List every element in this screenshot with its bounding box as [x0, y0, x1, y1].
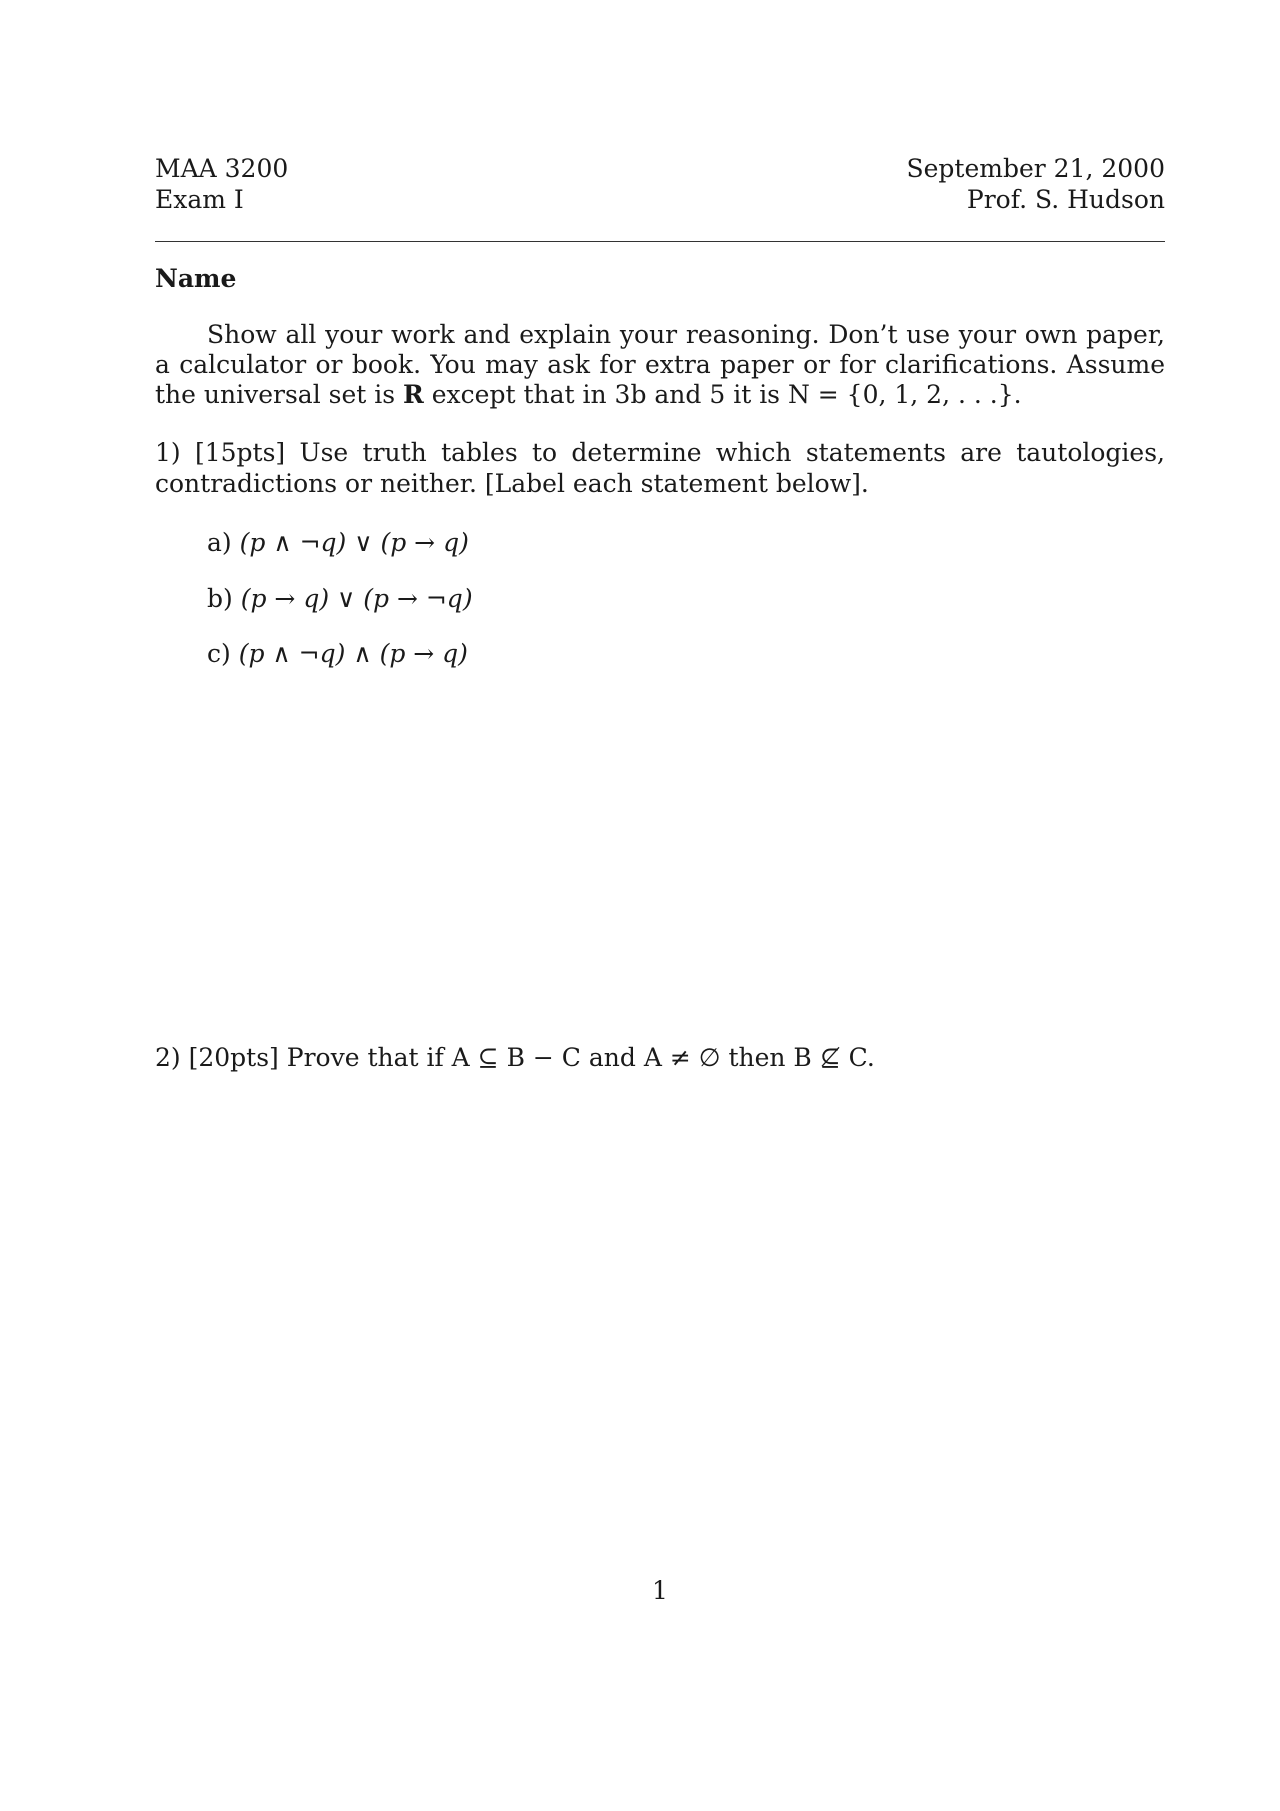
- part-label: b): [207, 584, 233, 613]
- header-right: [907, 153, 1166, 215]
- name-field-label: Name: [155, 264, 237, 293]
- part-label: a): [207, 528, 232, 557]
- header-divider: [155, 241, 1165, 242]
- exam-instructions: [155, 320, 1165, 410]
- logic-expression: (p ∧ ¬q) ∨ (p → q): [239, 528, 469, 557]
- logic-expression: (p → q) ∨ (p → ¬q): [240, 584, 473, 613]
- instructions-text-1: Show all your work and explain your reasoning. Don’t use your own paper, a calculator or book. You may ask for extra paper or for clarifications. Assume the universal set is: [155, 320, 1165, 409]
- page-number: 1: [652, 1576, 668, 1605]
- part-label: c): [207, 639, 231, 668]
- exam-page: [155, 0, 1165, 1811]
- question-1-part-b: [207, 584, 473, 613]
- instructions-text-2: except that in 3b and 5 it is N = {0, 1, 2, . . .}.: [423, 380, 1022, 409]
- instructor-name: Prof. S. Hudson: [966, 185, 1165, 214]
- header-left: [155, 153, 288, 215]
- exam-title: Exam I: [155, 185, 244, 214]
- question-2: 2) [20pts] Prove that if A ⊆ B − C and A ≠ ∅ then B ⊈ C.: [155, 1043, 875, 1072]
- course-code: MAA 3200: [155, 154, 289, 183]
- question-1-part-a: [207, 528, 469, 557]
- question-1: 1) [15pts] Use truth tables to determine which statements are tautologies, contradictions or neither. [Label each statement below].: [155, 438, 1165, 498]
- question-1-part-c: [207, 639, 468, 668]
- exam-date: September 21, 2000: [906, 154, 1165, 183]
- universal-set-symbol: R: [403, 380, 424, 409]
- logic-expression: (p ∧ ¬q) ∧ (p → q): [238, 639, 468, 668]
